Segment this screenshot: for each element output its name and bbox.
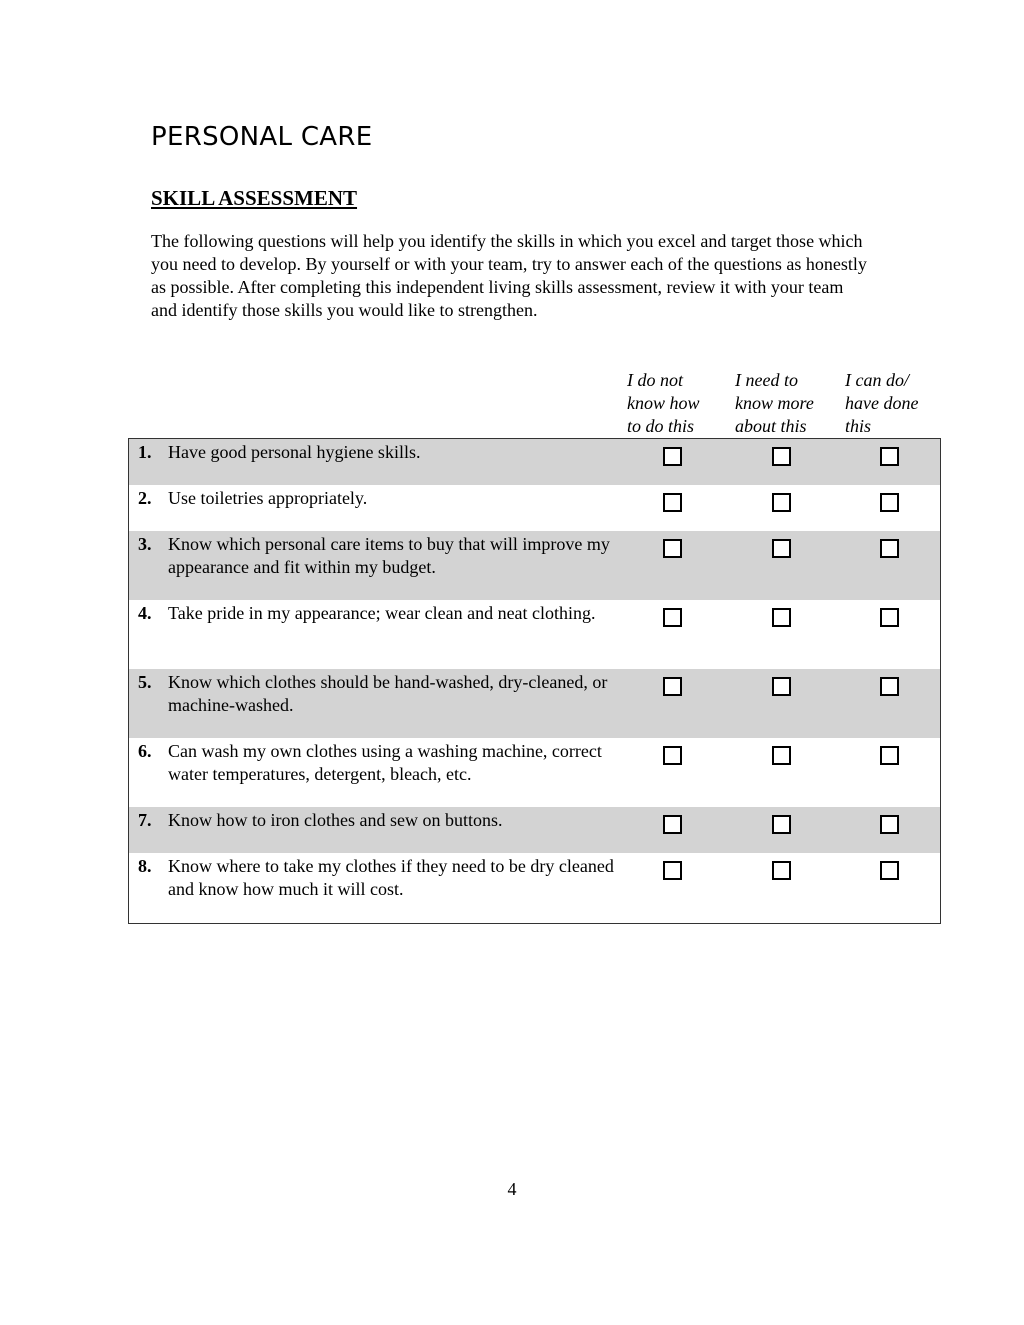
checkbox-need-to-know-more[interactable] [772, 493, 791, 512]
page-number: 4 [507, 1179, 517, 1199]
checkbox-do-not-know[interactable] [663, 815, 682, 834]
item-text: Can wash my own clothes using a washing machine, correct water temperatures, detergent, bleach, etc. [168, 741, 602, 784]
section-heading: SKILL ASSESSMENT [151, 186, 358, 210]
item-number: 1. [138, 442, 152, 462]
checkbox-can-do[interactable] [880, 493, 899, 512]
checkbox-do-not-know[interactable] [663, 861, 682, 880]
table-row [129, 738, 940, 807]
item-number: 3. [138, 534, 152, 554]
checkbox-can-do[interactable] [880, 861, 899, 880]
checkbox-can-do[interactable] [880, 447, 899, 466]
intro-paragraph: The following questions will help you identify the skills in which you excel and target those which you need to develop. By yourself or with your team, try to answer each of the questions as honestly as possible. After completing this independent living skills assessment, review it with your team and identify those skills you would like to strengthen. [151, 231, 867, 320]
table-row [129, 807, 940, 853]
item-text: Know how to iron clothes and sew on buttons. [168, 810, 503, 830]
checkbox-can-do[interactable] [880, 746, 899, 765]
item-number: 5. [138, 672, 152, 692]
item-number: 2. [138, 488, 152, 508]
checkbox-need-to-know-more[interactable] [772, 815, 791, 834]
table-row [129, 439, 940, 485]
item-number: 4. [138, 603, 152, 623]
column-header-do-not-know: I do not know how to do this [627, 370, 700, 436]
checkbox-can-do[interactable] [880, 815, 899, 834]
checkbox-need-to-know-more[interactable] [772, 608, 791, 627]
item-number: 7. [138, 810, 152, 830]
checkbox-need-to-know-more[interactable] [772, 746, 791, 765]
item-number: 8. [138, 856, 152, 876]
checkbox-can-do[interactable] [880, 539, 899, 558]
checkbox-do-not-know[interactable] [663, 677, 682, 696]
item-text: Know which personal care items to buy that will improve my appearance and fit within my budget. [168, 534, 610, 577]
checkbox-do-not-know[interactable] [663, 608, 682, 627]
checkbox-need-to-know-more[interactable] [772, 447, 791, 466]
table-row [129, 531, 940, 600]
skill-assessment-table [128, 438, 941, 924]
table-row [129, 600, 940, 669]
checkbox-can-do[interactable] [880, 677, 899, 696]
table-row [129, 853, 940, 922]
column-headers [0, 369, 1024, 439]
item-number: 6. [138, 741, 152, 761]
checkbox-need-to-know-more[interactable] [772, 539, 791, 558]
item-text: Take pride in my appearance; wear clean and neat clothing. [168, 603, 596, 623]
item-text: Have good personal hygiene skills. [168, 442, 421, 462]
item-text: Know where to take my clothes if they need to be dry cleaned and know how much it will cost. [168, 856, 614, 899]
checkbox-need-to-know-more[interactable] [772, 677, 791, 696]
column-header-need-to-know-more: I need to know more about this [735, 370, 814, 436]
checkbox-do-not-know[interactable] [663, 539, 682, 558]
item-text: Know which clothes should be hand-washed, dry-cleaned, or machine-washed. [168, 672, 608, 715]
checkbox-need-to-know-more[interactable] [772, 861, 791, 880]
checkbox-do-not-know[interactable] [663, 493, 682, 512]
checkbox-do-not-know[interactable] [663, 746, 682, 765]
table-row [129, 669, 940, 738]
table-row [129, 485, 940, 531]
column-header-can-do: I can do/ have done this [845, 370, 919, 436]
item-text: Use toiletries appropriately. [168, 488, 368, 508]
checkbox-can-do[interactable] [880, 608, 899, 627]
checkbox-do-not-know[interactable] [663, 447, 682, 466]
page-title: PERSONAL CARE [151, 122, 373, 152]
